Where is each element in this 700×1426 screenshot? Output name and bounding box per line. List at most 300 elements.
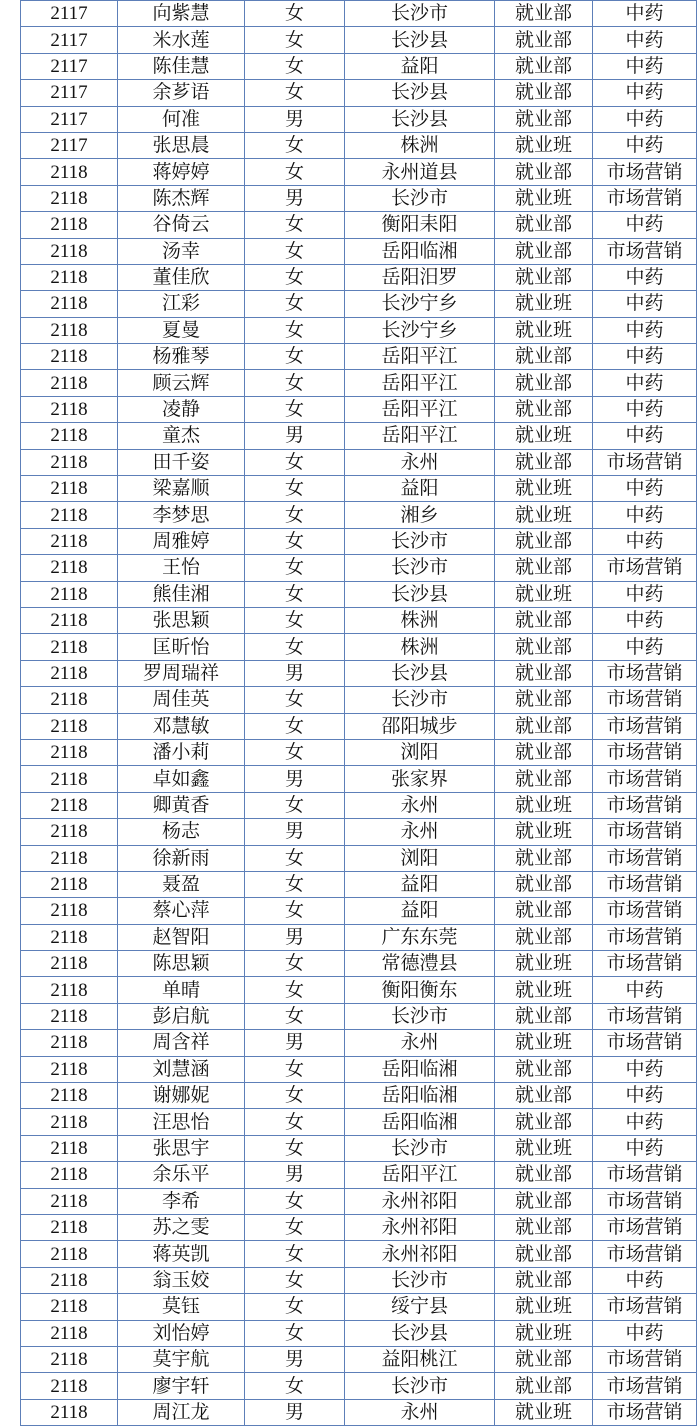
hometown-cell: 岳阳平江 (345, 370, 495, 396)
name-cell: 张思颖 (118, 607, 245, 633)
gender-cell: 女 (245, 238, 345, 264)
name-cell: 蒋英凯 (118, 1241, 245, 1267)
gender-cell: 男 (245, 1030, 345, 1056)
department-cell: 就业部 (495, 1241, 593, 1267)
table-row (21, 1003, 697, 1029)
major-cell: 中药 (593, 344, 697, 370)
name-cell: 凌静 (118, 396, 245, 422)
gender-cell: 女 (245, 845, 345, 871)
department-cell: 就业班 (495, 476, 593, 502)
table-row (21, 581, 697, 607)
class-cell: 2118 (21, 898, 118, 924)
gender-cell: 女 (245, 1214, 345, 1240)
class-cell: 2118 (21, 1320, 118, 1346)
gender-cell: 女 (245, 977, 345, 1003)
hometown-cell: 邵阳城步 (345, 713, 495, 739)
gender-cell: 男 (245, 766, 345, 792)
gender-cell: 女 (245, 581, 345, 607)
gender-cell: 男 (245, 1399, 345, 1425)
name-cell: 汪思怡 (118, 1109, 245, 1135)
gender-cell: 女 (245, 528, 345, 554)
table-row (21, 159, 697, 185)
table-row (21, 212, 697, 238)
major-cell: 中药 (593, 1056, 697, 1082)
hometown-cell: 湘乡 (345, 502, 495, 528)
department-cell: 就业部 (495, 713, 593, 739)
major-cell: 中药 (593, 476, 697, 502)
gender-cell: 男 (245, 106, 345, 132)
department-cell: 就业部 (495, 634, 593, 660)
table-row (21, 423, 697, 449)
class-cell: 2118 (21, 1083, 118, 1109)
department-cell: 就业部 (495, 396, 593, 422)
major-cell: 市场营销 (593, 845, 697, 871)
gender-cell: 女 (245, 1083, 345, 1109)
hometown-cell: 长沙市 (345, 555, 495, 581)
major-cell: 中药 (593, 212, 697, 238)
major-cell: 市场营销 (593, 449, 697, 475)
major-cell: 中药 (593, 370, 697, 396)
class-cell: 2118 (21, 370, 118, 396)
table-row (21, 687, 697, 713)
major-cell: 市场营销 (593, 1162, 697, 1188)
class-cell: 2118 (21, 766, 118, 792)
class-cell: 2118 (21, 502, 118, 528)
class-cell: 2117 (21, 53, 118, 79)
class-cell: 2118 (21, 1346, 118, 1372)
department-cell: 就业部 (495, 1083, 593, 1109)
gender-cell: 女 (245, 80, 345, 106)
class-cell: 2118 (21, 871, 118, 897)
name-cell: 卓如鑫 (118, 766, 245, 792)
department-cell: 就业部 (495, 555, 593, 581)
major-cell: 市场营销 (593, 1188, 697, 1214)
gender-cell: 男 (245, 1162, 345, 1188)
major-cell: 中药 (593, 423, 697, 449)
gender-cell: 女 (245, 634, 345, 660)
department-cell: 就业班 (495, 819, 593, 845)
hometown-cell: 株洲 (345, 132, 495, 158)
major-cell: 市场营销 (593, 238, 697, 264)
major-cell: 市场营销 (593, 159, 697, 185)
name-cell: 聂盈 (118, 871, 245, 897)
table-row (21, 951, 697, 977)
name-cell: 夏曼 (118, 317, 245, 343)
table-row (21, 291, 697, 317)
department-cell: 就业班 (495, 185, 593, 211)
hometown-cell: 长沙市 (345, 1, 495, 27)
class-cell: 2118 (21, 1214, 118, 1240)
department-cell: 就业部 (495, 845, 593, 871)
table-row (21, 634, 697, 660)
gender-cell: 女 (245, 476, 345, 502)
table-row (21, 370, 697, 396)
department-cell: 就业班 (495, 502, 593, 528)
name-cell: 廖宇轩 (118, 1373, 245, 1399)
table-row (21, 1294, 697, 1320)
gender-cell: 女 (245, 344, 345, 370)
class-cell: 2118 (21, 396, 118, 422)
hometown-cell: 长沙市 (345, 1267, 495, 1293)
hometown-cell: 永州 (345, 449, 495, 475)
hometown-cell: 长沙宁乡 (345, 291, 495, 317)
class-cell: 2118 (21, 212, 118, 238)
class-cell: 2118 (21, 185, 118, 211)
major-cell: 市场营销 (593, 1346, 697, 1372)
table-row (21, 27, 697, 53)
department-cell: 就业班 (495, 132, 593, 158)
major-cell: 市场营销 (593, 898, 697, 924)
table-row (21, 1109, 697, 1135)
department-cell: 就业部 (495, 1188, 593, 1214)
class-cell: 2118 (21, 555, 118, 581)
name-cell: 周佳英 (118, 687, 245, 713)
department-cell: 就业部 (495, 238, 593, 264)
hometown-cell: 长沙宁乡 (345, 317, 495, 343)
department-cell: 就业班 (495, 1399, 593, 1425)
major-cell: 中药 (593, 607, 697, 633)
major-cell: 中药 (593, 132, 697, 158)
department-cell: 就业班 (495, 951, 593, 977)
name-cell: 罗周瑞祥 (118, 660, 245, 686)
department-cell: 就业部 (495, 766, 593, 792)
department-cell: 就业部 (495, 871, 593, 897)
major-cell: 市场营销 (593, 871, 697, 897)
major-cell: 市场营销 (593, 1214, 697, 1240)
department-cell: 就业部 (495, 1346, 593, 1372)
major-cell: 市场营销 (593, 687, 697, 713)
table-row (21, 1056, 697, 1082)
name-cell: 彭启航 (118, 1003, 245, 1029)
table-row (21, 528, 697, 554)
gender-cell: 女 (245, 1056, 345, 1082)
hometown-cell: 长沙县 (345, 106, 495, 132)
department-cell: 就业部 (495, 1373, 593, 1399)
hometown-cell: 岳阳平江 (345, 423, 495, 449)
department-cell: 就业班 (495, 423, 593, 449)
gender-cell: 女 (245, 1373, 345, 1399)
hometown-cell: 长沙市 (345, 528, 495, 554)
hometown-cell: 岳阳临湘 (345, 1056, 495, 1082)
department-cell: 就业部 (495, 106, 593, 132)
gender-cell: 男 (245, 1346, 345, 1372)
name-cell: 莫宇航 (118, 1346, 245, 1372)
hometown-cell: 广东东莞 (345, 924, 495, 950)
name-cell: 顾云辉 (118, 370, 245, 396)
major-cell: 市场营销 (593, 185, 697, 211)
table-row (21, 1267, 697, 1293)
gender-cell: 男 (245, 660, 345, 686)
table-row (21, 1241, 697, 1267)
gender-cell: 女 (245, 1135, 345, 1161)
table-row (21, 898, 697, 924)
table-row (21, 607, 697, 633)
major-cell: 市场营销 (593, 660, 697, 686)
hometown-cell: 长沙市 (345, 1135, 495, 1161)
major-cell: 市场营销 (593, 1294, 697, 1320)
major-cell: 中药 (593, 80, 697, 106)
major-cell: 市场营销 (593, 739, 697, 765)
gender-cell: 女 (245, 370, 345, 396)
class-cell: 2118 (21, 1162, 118, 1188)
hometown-cell: 株洲 (345, 607, 495, 633)
hometown-cell: 岳阳平江 (345, 396, 495, 422)
department-cell: 就业部 (495, 1267, 593, 1293)
major-cell: 市场营销 (593, 713, 697, 739)
table-row (21, 845, 697, 871)
table-row (21, 766, 697, 792)
gender-cell: 女 (245, 1, 345, 27)
class-cell: 2118 (21, 977, 118, 1003)
major-cell: 中药 (593, 528, 697, 554)
name-cell: 余芗语 (118, 80, 245, 106)
name-cell: 李梦思 (118, 502, 245, 528)
name-cell: 周江龙 (118, 1399, 245, 1425)
major-cell: 中药 (593, 502, 697, 528)
gender-cell: 女 (245, 1320, 345, 1346)
name-cell: 余乐平 (118, 1162, 245, 1188)
hometown-cell: 益阳 (345, 476, 495, 502)
table-row (21, 819, 697, 845)
major-cell: 中药 (593, 264, 697, 290)
table-row (21, 317, 697, 343)
class-cell: 2118 (21, 1056, 118, 1082)
name-cell: 蔡心萍 (118, 898, 245, 924)
name-cell: 江彩 (118, 291, 245, 317)
class-cell: 2118 (21, 1267, 118, 1293)
name-cell: 陈佳慧 (118, 53, 245, 79)
class-cell: 2118 (21, 924, 118, 950)
student-roster-table (20, 0, 697, 1426)
table-row (21, 713, 697, 739)
hometown-cell: 岳阳平江 (345, 1162, 495, 1188)
class-cell: 2118 (21, 317, 118, 343)
class-cell: 2118 (21, 1109, 118, 1135)
major-cell: 中药 (593, 396, 697, 422)
class-cell: 2118 (21, 660, 118, 686)
table-row (21, 1162, 697, 1188)
gender-cell: 女 (245, 132, 345, 158)
gender-cell: 男 (245, 423, 345, 449)
gender-cell: 女 (245, 27, 345, 53)
class-cell: 2118 (21, 792, 118, 818)
major-cell: 中药 (593, 1083, 697, 1109)
name-cell: 谷倚云 (118, 212, 245, 238)
major-cell: 市场营销 (593, 1373, 697, 1399)
name-cell: 翁玉姣 (118, 1267, 245, 1293)
hometown-cell: 岳阳汨罗 (345, 264, 495, 290)
name-cell: 李希 (118, 1188, 245, 1214)
hometown-cell: 岳阳临湘 (345, 1083, 495, 1109)
gender-cell: 男 (245, 819, 345, 845)
class-cell: 2118 (21, 1030, 118, 1056)
major-cell: 中药 (593, 1135, 697, 1161)
class-cell: 2117 (21, 80, 118, 106)
name-cell: 陈杰辉 (118, 185, 245, 211)
name-cell: 张思宇 (118, 1135, 245, 1161)
name-cell: 邓慧敏 (118, 713, 245, 739)
major-cell: 市场营销 (593, 766, 697, 792)
class-cell: 2118 (21, 951, 118, 977)
table-row (21, 1, 697, 27)
department-cell: 就业部 (495, 264, 593, 290)
gender-cell: 女 (245, 396, 345, 422)
name-cell: 熊佳湘 (118, 581, 245, 607)
gender-cell: 女 (245, 1294, 345, 1320)
name-cell: 潘小莉 (118, 739, 245, 765)
major-cell: 中药 (593, 317, 697, 343)
major-cell: 市场营销 (593, 1399, 697, 1425)
gender-cell: 女 (245, 502, 345, 528)
major-cell: 中药 (593, 53, 697, 79)
gender-cell: 女 (245, 607, 345, 633)
major-cell: 市场营销 (593, 792, 697, 818)
name-cell: 刘慧涵 (118, 1056, 245, 1082)
name-cell: 莫钰 (118, 1294, 245, 1320)
hometown-cell: 浏阳 (345, 845, 495, 871)
major-cell: 市场营销 (593, 1003, 697, 1029)
major-cell: 中药 (593, 27, 697, 53)
name-cell: 刘怡婷 (118, 1320, 245, 1346)
department-cell: 就业部 (495, 449, 593, 475)
name-cell: 蒋婷婷 (118, 159, 245, 185)
table-row (21, 871, 697, 897)
major-cell: 中药 (593, 1, 697, 27)
department-cell: 就业班 (495, 317, 593, 343)
gender-cell: 女 (245, 317, 345, 343)
class-cell: 2117 (21, 132, 118, 158)
name-cell: 向紫慧 (118, 1, 245, 27)
gender-cell: 女 (245, 898, 345, 924)
class-cell: 2118 (21, 607, 118, 633)
name-cell: 米水莲 (118, 27, 245, 53)
class-cell: 2117 (21, 1, 118, 27)
hometown-cell: 益阳 (345, 53, 495, 79)
hometown-cell: 永州祁阳 (345, 1188, 495, 1214)
gender-cell: 女 (245, 951, 345, 977)
hometown-cell: 长沙县 (345, 581, 495, 607)
major-cell: 中药 (593, 1109, 697, 1135)
table-row (21, 660, 697, 686)
table-row (21, 53, 697, 79)
name-cell: 周雅婷 (118, 528, 245, 554)
department-cell: 就业部 (495, 739, 593, 765)
gender-cell: 女 (245, 264, 345, 290)
hometown-cell: 衡阳衡东 (345, 977, 495, 1003)
major-cell: 市场营销 (593, 555, 697, 581)
table-row (21, 185, 697, 211)
gender-cell: 女 (245, 1188, 345, 1214)
gender-cell: 女 (245, 449, 345, 475)
name-cell: 童杰 (118, 423, 245, 449)
hometown-cell: 浏阳 (345, 739, 495, 765)
major-cell: 市场营销 (593, 1241, 697, 1267)
department-cell: 就业班 (495, 1320, 593, 1346)
table-row (21, 344, 697, 370)
department-cell: 就业部 (495, 370, 593, 396)
department-cell: 就业部 (495, 687, 593, 713)
table-row (21, 502, 697, 528)
class-cell: 2118 (21, 344, 118, 370)
major-cell: 中药 (593, 1267, 697, 1293)
department-cell: 就业部 (495, 607, 593, 633)
department-cell: 就业班 (495, 581, 593, 607)
hometown-cell: 永州祁阳 (345, 1214, 495, 1240)
class-cell: 2118 (21, 423, 118, 449)
name-cell: 董佳欣 (118, 264, 245, 290)
class-cell: 2118 (21, 476, 118, 502)
hometown-cell: 永州 (345, 792, 495, 818)
name-cell: 杨雅琴 (118, 344, 245, 370)
major-cell: 市场营销 (593, 951, 697, 977)
hometown-cell: 岳阳平江 (345, 344, 495, 370)
hometown-cell: 长沙市 (345, 1373, 495, 1399)
table-row (21, 1083, 697, 1109)
gender-cell: 女 (245, 792, 345, 818)
table-row (21, 264, 697, 290)
table-row (21, 1030, 697, 1056)
hometown-cell: 长沙市 (345, 185, 495, 211)
class-cell: 2118 (21, 528, 118, 554)
name-cell: 赵智阳 (118, 924, 245, 950)
department-cell: 就业部 (495, 53, 593, 79)
hometown-cell: 永州道县 (345, 159, 495, 185)
gender-cell: 女 (245, 687, 345, 713)
table-row (21, 132, 697, 158)
hometown-cell: 长沙县 (345, 660, 495, 686)
department-cell: 就业部 (495, 660, 593, 686)
name-cell: 卿黄香 (118, 792, 245, 818)
class-cell: 2118 (21, 581, 118, 607)
class-cell: 2118 (21, 1003, 118, 1029)
class-cell: 2118 (21, 1188, 118, 1214)
table-row (21, 1135, 697, 1161)
gender-cell: 女 (245, 1241, 345, 1267)
class-cell: 2118 (21, 1399, 118, 1425)
name-cell: 杨志 (118, 819, 245, 845)
table-row (21, 1373, 697, 1399)
name-cell: 王怡 (118, 555, 245, 581)
major-cell: 中药 (593, 581, 697, 607)
major-cell: 中药 (593, 1320, 697, 1346)
department-cell: 就业部 (495, 1214, 593, 1240)
class-cell: 2118 (21, 159, 118, 185)
gender-cell: 女 (245, 739, 345, 765)
class-cell: 2117 (21, 106, 118, 132)
major-cell: 市场营销 (593, 1030, 697, 1056)
class-cell: 2118 (21, 291, 118, 317)
class-cell: 2118 (21, 1241, 118, 1267)
hometown-cell: 株洲 (345, 634, 495, 660)
department-cell: 就业部 (495, 1003, 593, 1029)
hometown-cell: 益阳 (345, 871, 495, 897)
table-row (21, 1214, 697, 1240)
gender-cell: 女 (245, 555, 345, 581)
hometown-cell: 长沙县 (345, 27, 495, 53)
name-cell: 苏之雯 (118, 1214, 245, 1240)
department-cell: 就业部 (495, 159, 593, 185)
hometown-cell: 长沙县 (345, 80, 495, 106)
table-row (21, 449, 697, 475)
name-cell: 田千姿 (118, 449, 245, 475)
gender-cell: 女 (245, 291, 345, 317)
gender-cell: 男 (245, 924, 345, 950)
hometown-cell: 张家界 (345, 766, 495, 792)
table-row (21, 1320, 697, 1346)
major-cell: 中药 (593, 291, 697, 317)
major-cell: 市场营销 (593, 819, 697, 845)
class-cell: 2117 (21, 27, 118, 53)
